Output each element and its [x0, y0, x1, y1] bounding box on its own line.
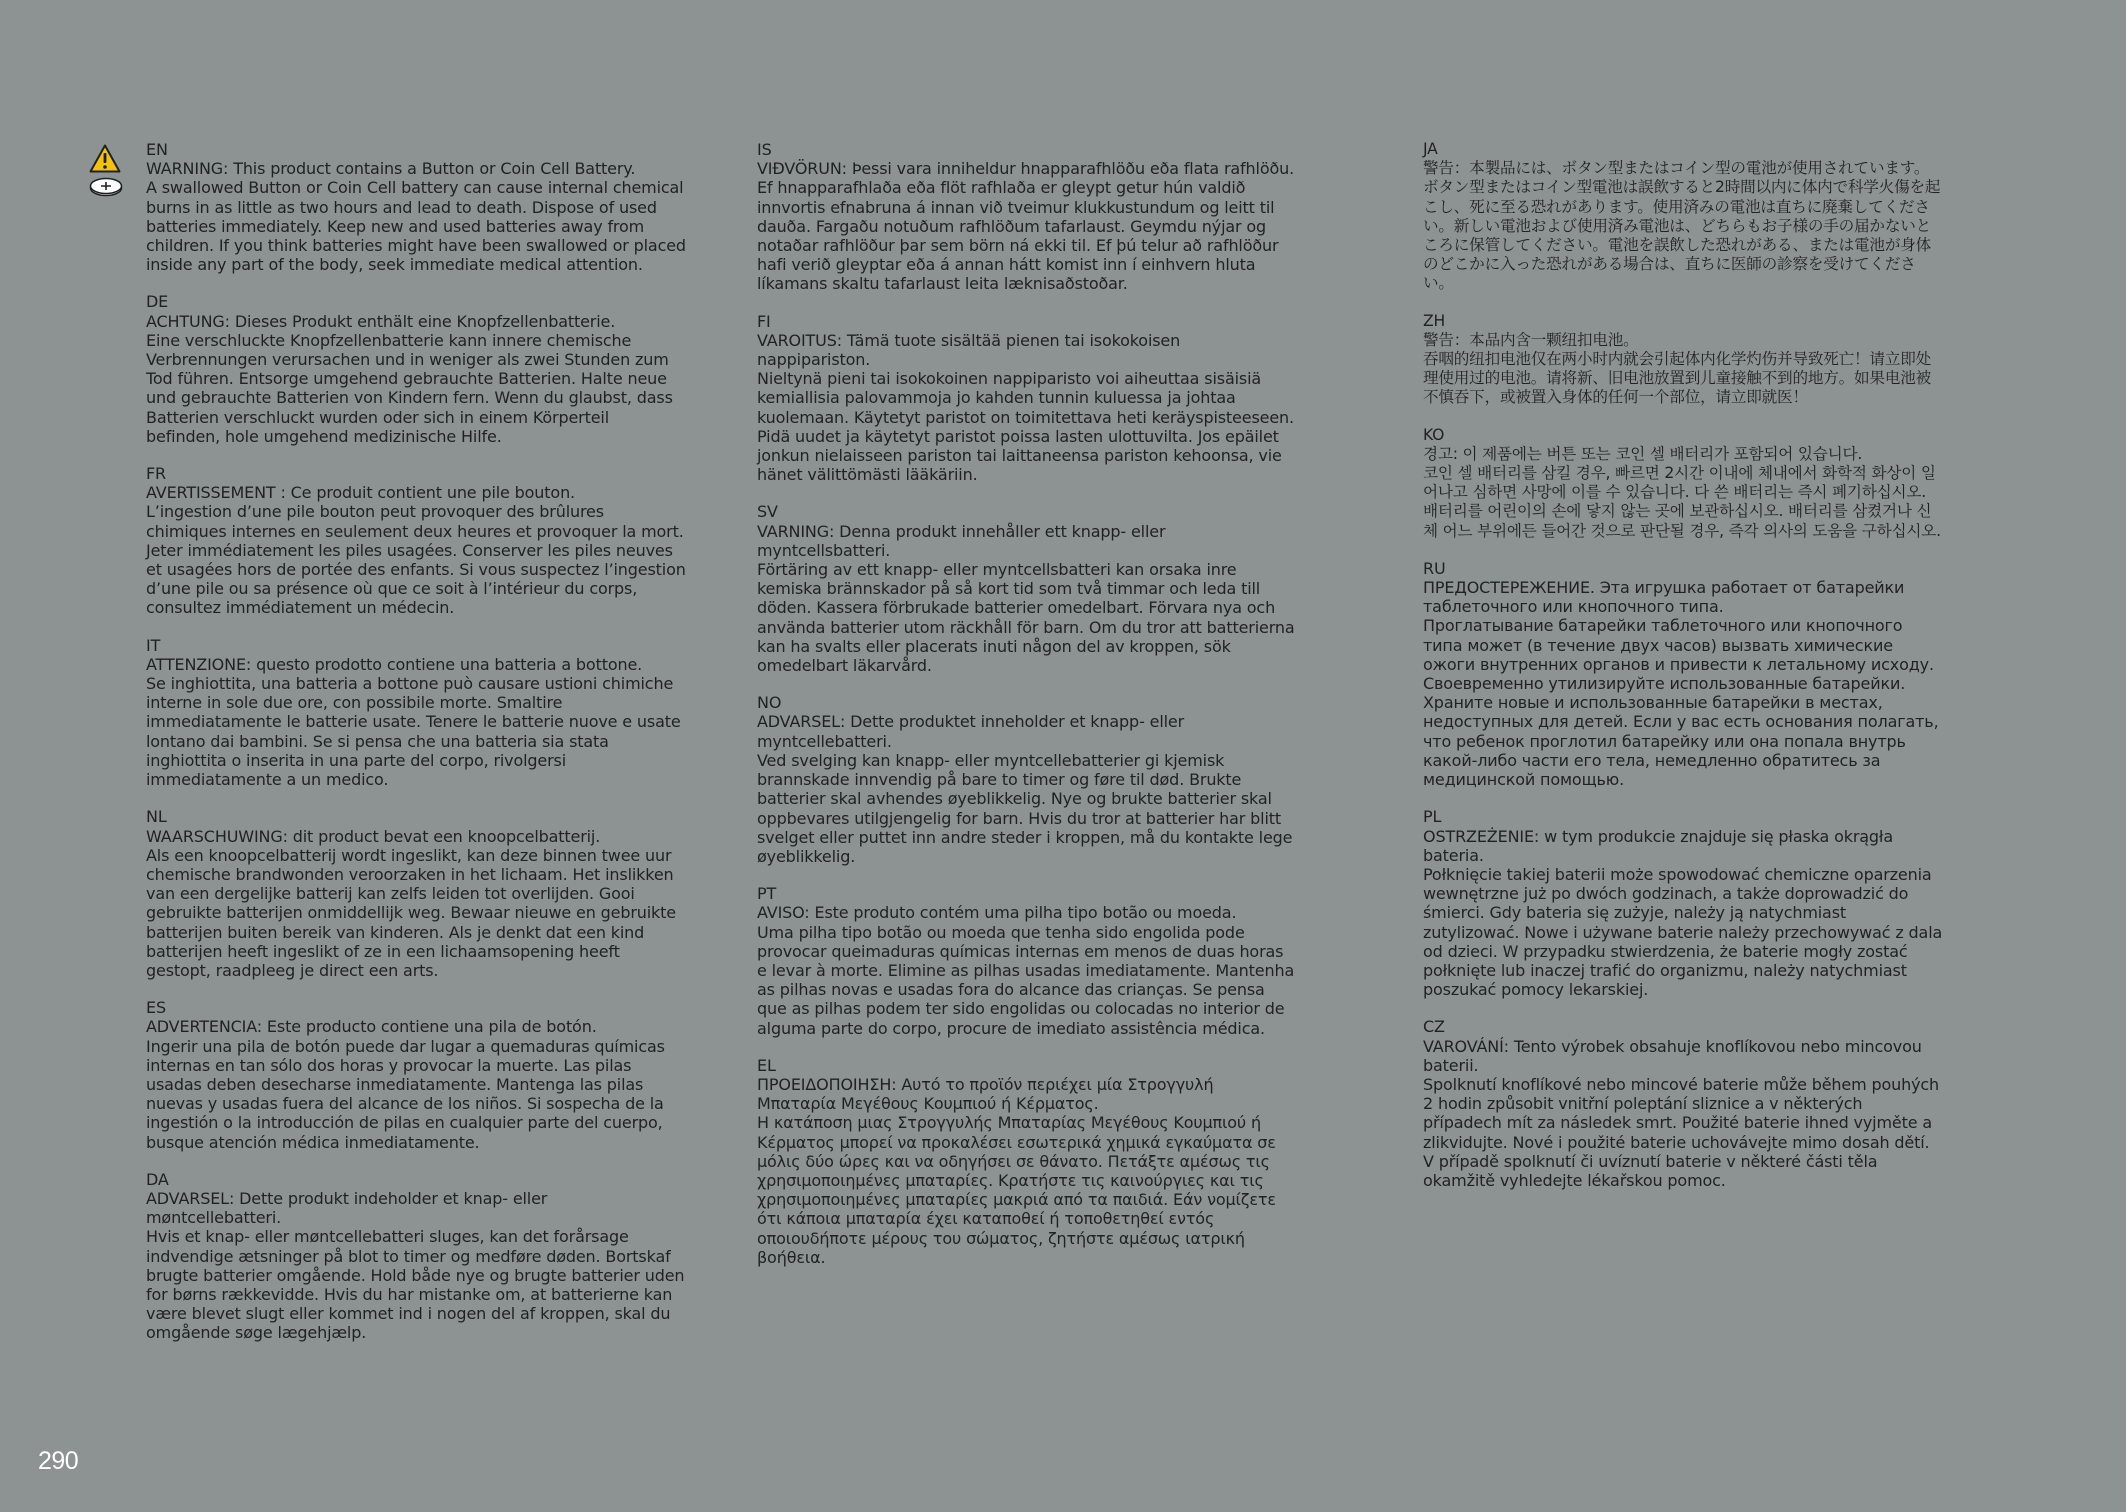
warning-body: Als een knoopcelbatterij wordt ingeslikt, kan deze binnen twee uur chemische brandwonden veroorzaken in het lichaam. Het inslikken van een dergelijke batterij kan zelfs leiden tot overlijden. Gooi gebruikte batterijen onmiddellijk weg. Bewaar nieuwe en gebruikte batterijen buiten bereik van kinderen. Als je denkt dat een kind batterijen heeft ingeslikt of ze in een lichaamsopening heeft gestopt, raadpleeg je direct een arts.: [146, 845, 676, 980]
warning-title: 警告：本製品には、ボタン型またはコイン型の電池が使用されています。: [1423, 159, 1930, 178]
warning-section-no: [757, 693, 1297, 866]
language-code: JA: [1423, 140, 1438, 158]
warning-title: VAROVÁNÍ: Tento výrobek obsahuje knoflíkovou nebo mincovou baterii.: [1423, 1036, 1922, 1075]
language-code: EL: [757, 1055, 776, 1075]
warning-title: VARNING: Denna produkt innehåller ett knapp- eller myntcellsbatteri.: [757, 521, 1166, 560]
column-3: [1423, 140, 1945, 1208]
warning-title: AVISO: Este produto contém uma pilha tipo botão ou moeda.: [757, 903, 1237, 923]
warning-title: WAARSCHUWING: dit product bevat een knoopcelbatterij.: [146, 826, 601, 846]
warning-body: Hvis et knap- eller møntcellebatteri sluges, kan det forårsage indvendige ætsninger på blot to timer og medføre døden. Bortskaf brugte batterier omgående. Hold både nye og brugte batterier uden for børns rækkevidde. Hvis du har mistanke om, at batterierne kan være blevet slugt eller kommet ind i nogen del af kroppen, skal du omgående søge lægehjælp.: [146, 1227, 685, 1343]
warning-title: AVERTISSEMENT : Ce produit contient une pile bouton.: [146, 483, 575, 503]
language-code: IS: [757, 140, 772, 159]
warning-title: 경고: 이 제품에는 버튼 또는 코인 셀 배터리가 포함되어 있습니다.: [1423, 444, 1863, 463]
language-code: ZH: [1423, 311, 1446, 330]
warning-title: VIÐVÖRUN: Þessi vara inniheldur hnapparafhlöðu eða flata rafhlöðu.: [757, 159, 1295, 179]
warning-section-fr: [146, 464, 686, 618]
language-code: EN: [146, 140, 168, 159]
warning-section-en: [146, 140, 686, 274]
warning-body: L’ingestion d’une pile bouton peut provoquer des brûlures chimiques internes en seulement deux heures et provoquer la mort. Jeter immédiatement les piles usagées. Conserver les piles neuves et usagées hors de portée des enfants. Si vous suspectez l’ingestion d’une pile ou sa présence où que ce soit à l’intérieur du corps, consultez immédiatement un médecin.: [146, 502, 686, 618]
safety-icons: [89, 144, 123, 197]
warning-section-cz: [1423, 1017, 1945, 1190]
warning-body: Uma pilha tipo botão ou moeda que tenha sido engolida pode provocar queimaduras químicas internas em menos de duas horas e levar à morte. Elimine as pilhas usadas imediatamente. Mantenha as pilhas novas e usadas fora do alcance das crianças. Se pensa que as pilhas podem ter sido engolidas ou colocadas no interior de alguma parte do corpo, procure de imediato assistência médica.: [757, 922, 1295, 1038]
warning-title: ADVERTENCIA: Este producto contiene una pila de botón.: [146, 1017, 597, 1037]
language-code: FR: [146, 464, 167, 484]
warning-body: Ef hnapparafhlaða eða flöt rafhlaða er gleypt getur hún valdið innvortis efnabruna á innan við tveimur klukkustundum og leitt til dauða. Fargaðu notuðum rafhlöðum tafarlaust. Geymdu nýjar og notaðar rafhlöður þar sem börn ná ekki til. Ef þú telur að rafhlöður hafi verið gleyptar eða á annan hátt komist inn í einhvern hluta líkamans skaltu tafarlaust leita læknisaðstoðar.: [757, 178, 1279, 294]
language-code: DA: [146, 1169, 169, 1189]
warning-section-pl: [1423, 807, 1945, 999]
language-code: PT: [757, 884, 777, 904]
warning-title: ATTENZIONE: questo prodotto contiene una batteria a bottone.: [146, 654, 643, 674]
warning-body: Eine verschluckte Knopfzellenbatterie kann innere chemische Verbrennungen verursachen und in weniger als zwei Stunden zum Tod führen. Entsorge umgehend gebrauchte Batterien. Halte neue und gebrauchte Batterien von Kindern fern. Wenn du glaubst, dass Batterien verschluckt wurden oder sich in einem Körperteil befinden, hole umgehend medizinische Hilfe.: [146, 330, 673, 446]
warning-body: 코인 셀 배터리를 삼킬 경우, 빠르면 2시간 이내에 체내에서 화학적 화상이 일어나고 심하면 사망에 이를 수 있습니다. 다 쓴 배터리는 즉시 폐기하십시오. 배터리를 어린이의 손에 닿지 않는 곳에 보관하십시오. 배터리를 삼켰거나 신체 어느 부위에든 들어간 것으로 판단될 경우, 즉각 의사의 도움을 구하십시오.: [1423, 464, 1941, 540]
warning-body: Połknięcie takiej baterii może spowodować chemiczne oparzenia wewnętrzne już po dwóch godzinach, a także doprowadzić do śmierci. Gdy bateria się zużyje, należy ją natychmiast zutylizować. Nowe i używane baterie należy przechowywać z dala od dzieci. W przypadku stwierdzenia, że baterie mogły zostać połknięte lub inaczej trafić do organizmu, należy natychmiast poszukać pomocy lekarskiej.: [1423, 864, 1943, 1000]
language-code: NL: [146, 807, 167, 827]
language-code: IT: [146, 635, 161, 655]
warning-section-ko: [1423, 426, 1945, 541]
warning-section-fi: [757, 312, 1297, 485]
warning-body: Η κατάποση μιας Στρογγυλής Μπαταρίας Μεγέθους Κουμπιού ή Κέρματος μπορεί να προκαλέσει εσωτερικά χημικά εγκαύματα σε μόλις δύο ώρες και να οδηγήσει σε θάνατο. Πετάξτε αμέσως τις χρησιμοποιημένες μπαταρίες. Κρατήστε τις καινούργιες και τις χρησιμοποιημένες μπαταρίες μακριά από τα παιδιά. Εάν νομίζετε ότι κάποια μπαταρία έχει καταποθεί ή τοποθετηθεί εντός οποιουδήποτε μέρους του σώματος, ζητήστε αμέσως ιατρική βοήθεια.: [757, 1113, 1276, 1267]
warning-body: Проглатывание батарейки таблеточного или кнопочного типа может (в течение двух часов) вызвать химические ожоги внутренних органов и привести к летальному исходу. Своевременно утилизируйте использованные батарейки. Храните новые и использованные батарейки в местах, недоступных для детей. Если у вас есть основания полагать, что ребенок проглотил батарейку или она попала внутрь какой-либо части его тела, немедленно обратитесь за медицинской помощью.: [1423, 616, 1939, 790]
warning-title: WARNING: This product contains a Button or Coin Cell Battery.: [146, 159, 636, 179]
language-code: NO: [757, 693, 782, 713]
language-code: CZ: [1423, 1017, 1445, 1037]
warning-section-nl: [146, 807, 686, 980]
warning-section-zh: [1423, 312, 1945, 408]
column-2: [757, 140, 1297, 1285]
warning-section-is: [757, 140, 1297, 294]
language-code: SV: [757, 502, 778, 522]
language-code: PL: [1423, 807, 1442, 827]
column-1: [146, 140, 686, 1361]
warning-title: 警告：本品内含一颗纽扣电池。: [1423, 330, 1639, 349]
warning-title: ADVARSEL: Dette produkt indeholder et knap- eller møntcellebatteri.: [146, 1188, 548, 1228]
warning-title: ПРЕДОСТЕРЕЖЕНИЕ. Эта игрушка работает от батарейки таблеточного или кнопочного типа.: [1423, 578, 1905, 617]
warning-triangle-icon: [89, 144, 121, 173]
warning-body: Förtäring av ett knapp- eller myntcellsbatteri kan orsaka inre kemiska brännskador på så kort tid som två timmar och leda till döden. Kassera förbrukade batterier omedelbart. Förvara nya och använda batterier utom räckhåll för barn. Om du tror att batterierna kan ha svalts eller placerats inuti någon del av kroppen, sök omedelbart läkarvård.: [757, 560, 1295, 676]
warning-title: VAROITUS: Tämä tuote sisältää pienen tai isokokoisen nappipariston.: [757, 330, 1181, 370]
warning-body: Ved svelging kan knapp- eller myntcellebatterier gi kjemisk brannskade innvendig på bare to timer og føre til død. Brukte batterier skal avhendes øyeblikkelig. Nye og brukte batterier skal oppbevares utilgjengelig for barn. Hvis du tror at batterier har blitt svelget eller puttet inn andre steder i kroppen, må du kontakte lege øyeblikkelig.: [757, 750, 1293, 866]
warning-section-ja: [1423, 140, 1945, 294]
warning-title: OSTRZEŻENIE: w tym produkcie znajduje się płaska okrągła bateria.: [1423, 826, 1893, 865]
warning-body: Spolknutí knoflíkové nebo mincové baterie může během pouhých 2 hodin způsobit vnitřní poleptání sliznice a v některých případech mít za následek smrt. Použité baterie ihned vyjměte a zlikvidujte. Nové i použité baterie uchovávejte mimo dosah dětí. V případě spolknutí či uvíznutí baterie v některé části těla okamžitě vyhledejte lékařskou pomoc.: [1423, 1074, 1940, 1190]
warning-body: A swallowed Button or Coin Cell battery can cause internal chemical burns in as little as two hours and lead to death. Dispose of used batteries immediately. Keep new and used batteries away from children. If you think batteries might have been swallowed or placed inside any part of the body, seek immediate medical attention.: [146, 178, 686, 275]
warning-section-sv: [757, 502, 1297, 675]
warning-section-it: [146, 636, 686, 790]
warning-body: Nieltynä pieni tai isokokoinen nappiparisto voi aiheuttaa sisäisiä kemiallisia palovammoja jo kahden tunnin kuluessa ja johtaa kuolemaan. Käytetyt paristot on toimitettava heti keräyspisteeseen. Pidä uudet ja käytetyt paristot poissa lasten ulottuvilta. Jos epäilet jonkun nielaisseen pariston tai laittaneensa pariston kehoonsa, vie hänet välittömästi lääkäriin.: [757, 369, 1294, 485]
warning-body: Se inghiottita, una batteria a bottone può causare ustioni chimiche interne in sole due ore, con possibile morte. Smaltire immediatamente le batterie usate. Tenere le batterie nuove e usate lontano dai bambini. Se si pensa che una batteria sia stata inghiottita o inserita in una parte del corpo, rivolgersi immediatamente a un medico.: [146, 674, 681, 790]
warning-body: Ingerir una pila de botón puede dar lugar a quemaduras químicas internas en tan sólo dos horas y provocar la muerte. Las pilas usadas deben desecharse inmediatamente. Mantenga las pilas nuevas y usadas fuera del alcance de los niños. Si sospecha de la ingestión o la introducción de pilas en cualquier parte del cuerpo, busque atención médica inmediatamente.: [146, 1036, 665, 1152]
language-code: RU: [1423, 558, 1446, 578]
warning-body: 吞咽的纽扣电池仅在两小时内就会引起体内化学灼伤并导致死亡！请立即处理使用过的电池。请将新、旧电池放置到儿童接触不到的地方。如果电池被不慎吞下，或被置入身体的任何一个部位，请立即就医！: [1423, 350, 1931, 407]
warning-body: ボタン型またはコイン型電池は誤飲すると2時間以内に体内で科学火傷を起こし、死に至る恐れがあります。使用済みの電池は直ちに廃棄してください。新しい電池および使用済み電池は、どちらもお子様の手の届かないところに保管してください。電池を誤飲した恐れがある、または電池が身体のどこかに入った恐れがある場合は、直ちに医師の診察を受けてください。: [1423, 178, 1941, 293]
warning-section-pt: [757, 884, 1297, 1038]
warning-section-da: [146, 1170, 686, 1343]
language-code: ES: [146, 998, 166, 1018]
warning-title: ADVARSEL: Dette produktet inneholder et knapp- eller myntcellebatteri.: [757, 712, 1185, 751]
warning-title: ACHTUNG: Dieses Produkt enthält eine Knopfzellenbatterie.: [146, 311, 616, 331]
warning-section-de: [146, 292, 686, 446]
warning-section-es: [146, 998, 686, 1152]
warning-title: ΠΡΟΕΙΔΟΠΟΙΗΣΗ: Αυτό το προϊόν περιέχει μία Στρογγυλή Μπαταρία Μεγέθους Κουμπιού ή Κέρματος.: [757, 1074, 1214, 1114]
page-number: 290: [38, 1447, 79, 1475]
warning-section-ru: [1423, 559, 1945, 789]
language-code: FI: [757, 311, 771, 331]
warning-section-el: [757, 1056, 1297, 1267]
coin-cell-battery-icon: [89, 177, 123, 197]
language-code: KO: [1423, 425, 1445, 444]
language-code: DE: [146, 292, 169, 312]
